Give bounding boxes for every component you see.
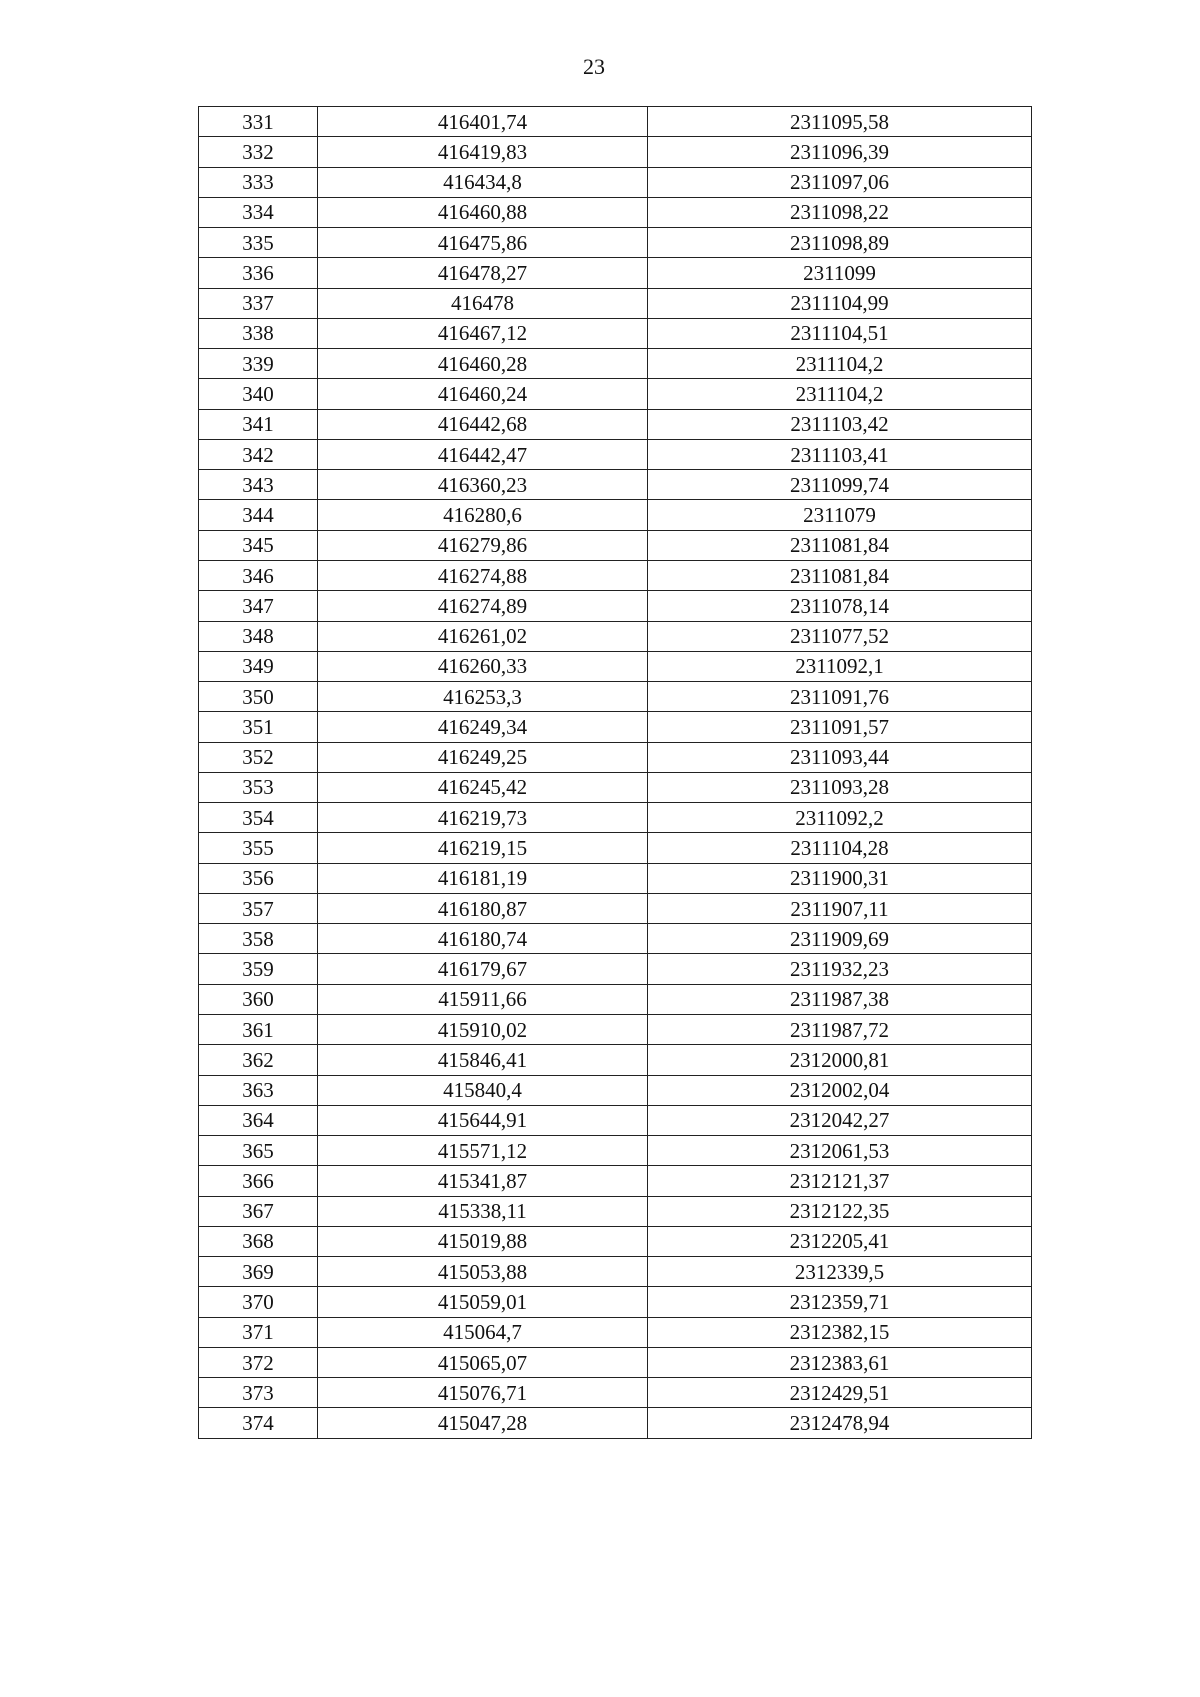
y-coordinate-cell: 2311093,28 [648, 772, 1032, 802]
point-number-cell: 331 [199, 107, 318, 137]
x-coordinate-cell: 416179,67 [318, 954, 648, 984]
x-coordinate-cell: 416401,74 [318, 107, 648, 137]
table-row [199, 318, 1032, 348]
point-number-cell: 364 [199, 1105, 318, 1135]
x-coordinate-cell: 416261,02 [318, 621, 648, 651]
point-number-cell: 342 [199, 439, 318, 469]
point-number-cell: 334 [199, 197, 318, 227]
table-row [199, 1317, 1032, 1347]
y-coordinate-cell: 2312122,35 [648, 1196, 1032, 1226]
table-row [199, 1136, 1032, 1166]
y-coordinate-cell: 2312383,61 [648, 1347, 1032, 1377]
table-row [199, 349, 1032, 379]
point-number-cell: 345 [199, 530, 318, 560]
x-coordinate-cell: 415644,91 [318, 1105, 648, 1135]
point-number-cell: 337 [199, 288, 318, 318]
y-coordinate-cell: 2311099,74 [648, 470, 1032, 500]
point-number-cell: 343 [199, 470, 318, 500]
y-coordinate-cell: 2311092,1 [648, 651, 1032, 681]
point-number-cell: 347 [199, 591, 318, 621]
table-row [199, 1166, 1032, 1196]
table-row [199, 137, 1032, 167]
y-coordinate-cell: 2311096,39 [648, 137, 1032, 167]
table-row [199, 772, 1032, 802]
point-number-cell: 368 [199, 1226, 318, 1256]
x-coordinate-cell: 415047,28 [318, 1408, 648, 1438]
y-coordinate-cell: 2311077,52 [648, 621, 1032, 651]
x-coordinate-cell: 415571,12 [318, 1136, 648, 1166]
point-number-cell: 353 [199, 772, 318, 802]
table-row [199, 1196, 1032, 1226]
table-row [199, 1287, 1032, 1317]
x-coordinate-cell: 415338,11 [318, 1196, 648, 1226]
point-number-cell: 366 [199, 1166, 318, 1196]
table-row [199, 1257, 1032, 1287]
y-coordinate-cell: 2311103,41 [648, 439, 1032, 469]
y-coordinate-cell: 2311900,31 [648, 863, 1032, 893]
y-coordinate-cell: 2311095,58 [648, 107, 1032, 137]
y-coordinate-cell: 2311091,76 [648, 682, 1032, 712]
y-coordinate-cell: 2311091,57 [648, 712, 1032, 742]
x-coordinate-cell: 416280,6 [318, 500, 648, 530]
point-number-cell: 371 [199, 1317, 318, 1347]
x-coordinate-cell: 416442,47 [318, 439, 648, 469]
point-number-cell: 350 [199, 682, 318, 712]
point-number-cell: 363 [199, 1075, 318, 1105]
coordinates-table [198, 106, 1032, 1439]
y-coordinate-cell: 2311909,69 [648, 924, 1032, 954]
table-row [199, 560, 1032, 590]
y-coordinate-cell: 2312382,15 [648, 1317, 1032, 1347]
x-coordinate-cell: 416219,73 [318, 803, 648, 833]
x-coordinate-cell: 416419,83 [318, 137, 648, 167]
table-row [199, 228, 1032, 258]
y-coordinate-cell: 2311104,28 [648, 833, 1032, 863]
point-number-cell: 348 [199, 621, 318, 651]
point-number-cell: 352 [199, 742, 318, 772]
y-coordinate-cell: 2312359,71 [648, 1287, 1032, 1317]
x-coordinate-cell: 415019,88 [318, 1226, 648, 1256]
y-coordinate-cell: 2311097,06 [648, 167, 1032, 197]
y-coordinate-cell: 2311104,2 [648, 349, 1032, 379]
x-coordinate-cell: 415911,66 [318, 984, 648, 1014]
x-coordinate-cell: 416274,88 [318, 560, 648, 590]
point-number-cell: 341 [199, 409, 318, 439]
x-coordinate-cell: 416360,23 [318, 470, 648, 500]
x-coordinate-cell: 416219,15 [318, 833, 648, 863]
y-coordinate-cell: 2312000,81 [648, 1045, 1032, 1075]
x-coordinate-cell: 416181,19 [318, 863, 648, 893]
y-coordinate-cell: 2311098,89 [648, 228, 1032, 258]
y-coordinate-cell: 2311093,44 [648, 742, 1032, 772]
point-number-cell: 346 [199, 560, 318, 590]
y-coordinate-cell: 2312061,53 [648, 1136, 1032, 1166]
y-coordinate-cell: 2312205,41 [648, 1226, 1032, 1256]
x-coordinate-cell: 416434,8 [318, 167, 648, 197]
x-coordinate-cell: 415846,41 [318, 1045, 648, 1075]
y-coordinate-cell: 2312429,51 [648, 1378, 1032, 1408]
x-coordinate-cell: 416475,86 [318, 228, 648, 258]
table-row [199, 742, 1032, 772]
x-coordinate-cell: 415065,07 [318, 1347, 648, 1377]
x-coordinate-cell: 416180,74 [318, 924, 648, 954]
x-coordinate-cell: 415341,87 [318, 1166, 648, 1196]
y-coordinate-cell: 2311987,72 [648, 1014, 1032, 1044]
x-coordinate-cell: 416478 [318, 288, 648, 318]
table-row [199, 833, 1032, 863]
point-number-cell: 365 [199, 1136, 318, 1166]
point-number-cell: 358 [199, 924, 318, 954]
x-coordinate-cell: 416279,86 [318, 530, 648, 560]
y-coordinate-cell: 2311092,2 [648, 803, 1032, 833]
point-number-cell: 361 [199, 1014, 318, 1044]
table-row [199, 712, 1032, 742]
y-coordinate-cell: 2312042,27 [648, 1105, 1032, 1135]
point-number-cell: 356 [199, 863, 318, 893]
table-row [199, 651, 1032, 681]
point-number-cell: 374 [199, 1408, 318, 1438]
x-coordinate-cell: 416180,87 [318, 893, 648, 923]
table-row [199, 863, 1032, 893]
x-coordinate-cell: 415840,4 [318, 1075, 648, 1105]
x-coordinate-cell: 416245,42 [318, 772, 648, 802]
y-coordinate-cell: 2312478,94 [648, 1408, 1032, 1438]
y-coordinate-cell: 2311078,14 [648, 591, 1032, 621]
x-coordinate-cell: 415064,7 [318, 1317, 648, 1347]
point-number-cell: 369 [199, 1257, 318, 1287]
table-row [199, 107, 1032, 137]
table-row [199, 954, 1032, 984]
point-number-cell: 349 [199, 651, 318, 681]
table-row [199, 621, 1032, 651]
x-coordinate-cell: 416274,89 [318, 591, 648, 621]
table-row [199, 984, 1032, 1014]
table-row [199, 258, 1032, 288]
point-number-cell: 359 [199, 954, 318, 984]
table-row [199, 1347, 1032, 1377]
y-coordinate-cell: 2311099 [648, 258, 1032, 288]
table-row [199, 288, 1032, 318]
x-coordinate-cell: 416478,27 [318, 258, 648, 288]
point-number-cell: 335 [199, 228, 318, 258]
point-number-cell: 354 [199, 803, 318, 833]
point-number-cell: 370 [199, 1287, 318, 1317]
x-coordinate-cell: 416467,12 [318, 318, 648, 348]
point-number-cell: 339 [199, 349, 318, 379]
point-number-cell: 332 [199, 137, 318, 167]
table-row [199, 591, 1032, 621]
table-row [199, 439, 1032, 469]
point-number-cell: 362 [199, 1045, 318, 1075]
point-number-cell: 373 [199, 1378, 318, 1408]
table-row [199, 1075, 1032, 1105]
y-coordinate-cell: 2312002,04 [648, 1075, 1032, 1105]
point-number-cell: 372 [199, 1347, 318, 1377]
y-coordinate-cell: 2311079 [648, 500, 1032, 530]
table-row [199, 924, 1032, 954]
x-coordinate-cell: 415053,88 [318, 1257, 648, 1287]
point-number-cell: 355 [199, 833, 318, 863]
y-coordinate-cell: 2311103,42 [648, 409, 1032, 439]
y-coordinate-cell: 2311081,84 [648, 530, 1032, 560]
y-coordinate-cell: 2311104,51 [648, 318, 1032, 348]
table-row [199, 500, 1032, 530]
x-coordinate-cell: 416460,88 [318, 197, 648, 227]
y-coordinate-cell: 2311104,2 [648, 379, 1032, 409]
table-row [199, 530, 1032, 560]
y-coordinate-cell: 2311104,99 [648, 288, 1032, 318]
page-number: 23 [583, 54, 605, 79]
x-coordinate-cell: 416249,34 [318, 712, 648, 742]
table-row [199, 1408, 1032, 1438]
x-coordinate-cell: 416249,25 [318, 742, 648, 772]
y-coordinate-cell: 2311081,84 [648, 560, 1032, 590]
coordinates-table-body [199, 107, 1032, 1439]
point-number-cell: 360 [199, 984, 318, 1014]
y-coordinate-cell: 2312121,37 [648, 1166, 1032, 1196]
point-number-cell: 338 [199, 318, 318, 348]
table-row [199, 470, 1032, 500]
table-row [199, 379, 1032, 409]
point-number-cell: 340 [199, 379, 318, 409]
point-number-cell: 357 [199, 893, 318, 923]
x-coordinate-cell: 416460,28 [318, 349, 648, 379]
table-row [199, 1014, 1032, 1044]
point-number-cell: 367 [199, 1196, 318, 1226]
y-coordinate-cell: 2311907,11 [648, 893, 1032, 923]
point-number-cell: 336 [199, 258, 318, 288]
x-coordinate-cell: 416460,24 [318, 379, 648, 409]
table-row [199, 1045, 1032, 1075]
table-row [199, 1226, 1032, 1256]
point-number-cell: 333 [199, 167, 318, 197]
table-row [199, 1378, 1032, 1408]
table-row [199, 167, 1032, 197]
y-coordinate-cell: 2312339,5 [648, 1257, 1032, 1287]
x-coordinate-cell: 415910,02 [318, 1014, 648, 1044]
x-coordinate-cell: 415059,01 [318, 1287, 648, 1317]
x-coordinate-cell: 416253,3 [318, 682, 648, 712]
y-coordinate-cell: 2311098,22 [648, 197, 1032, 227]
table-row [199, 197, 1032, 227]
table-row [199, 409, 1032, 439]
table-row [199, 682, 1032, 712]
table-row [199, 803, 1032, 833]
x-coordinate-cell: 415076,71 [318, 1378, 648, 1408]
table-row [199, 1105, 1032, 1135]
point-number-cell: 351 [199, 712, 318, 742]
y-coordinate-cell: 2311987,38 [648, 984, 1032, 1014]
x-coordinate-cell: 416442,68 [318, 409, 648, 439]
x-coordinate-cell: 416260,33 [318, 651, 648, 681]
table-row [199, 893, 1032, 923]
y-coordinate-cell: 2311932,23 [648, 954, 1032, 984]
point-number-cell: 344 [199, 500, 318, 530]
